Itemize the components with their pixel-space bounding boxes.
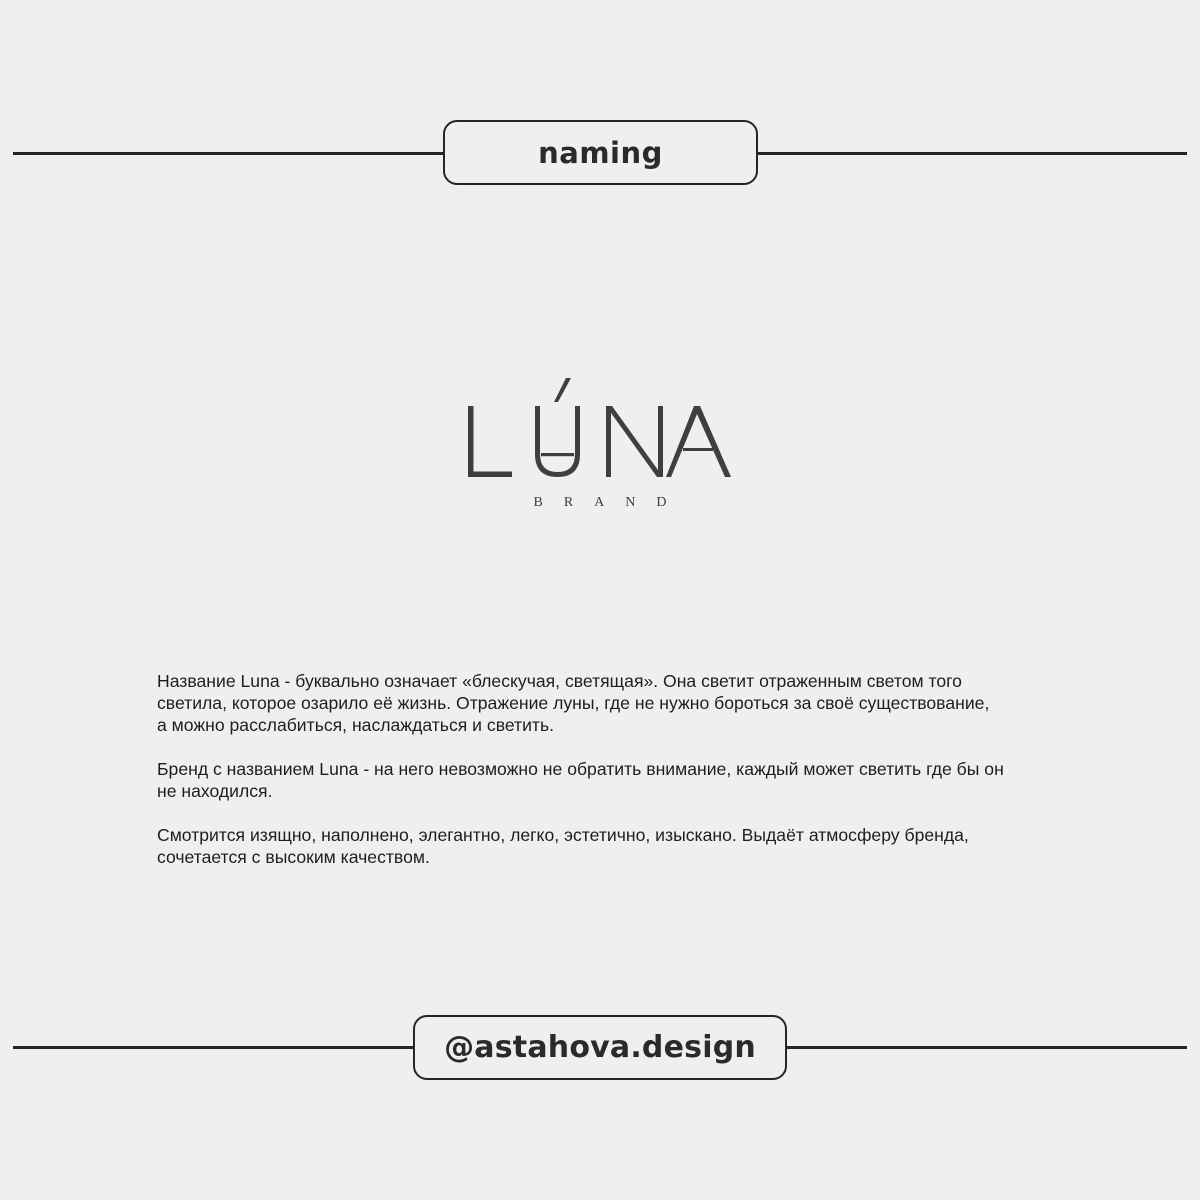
luna-brand-logo — [440, 370, 760, 520]
author-handle: @astahova.design — [444, 1030, 756, 1065]
description-block — [157, 670, 1127, 890]
logo-subtitle: BRAND — [533, 495, 688, 510]
author-handle-pill — [413, 1015, 787, 1080]
description-paragraph-3: Смотрится изящно, наполнено, элегантно, легко, эстетично, изыскано. Выдаёт атмосферу бренда, сочетается с высоким качеством. — [157, 825, 969, 867]
description-paragraph-1: Название Luna - буквально означает «блескучая, светящая». Она светит отраженным светом того светила, которое озарило её жизнь. Отражение луны, где не нужно бороться за своё существование, а можно расслабиться, наслаждаться и светить. — [157, 671, 990, 735]
section-title-pill — [443, 120, 758, 185]
top-divider-left — [13, 152, 443, 155]
section-title: naming — [538, 135, 663, 170]
top-divider-right — [758, 152, 1187, 155]
bottom-divider-left — [13, 1046, 413, 1049]
bottom-divider-right — [787, 1046, 1187, 1049]
description-paragraph-2: Бренд с названием Luna - на него невозможно не обратить внимание, каждый может светить где бы он не находился. — [157, 759, 1004, 801]
